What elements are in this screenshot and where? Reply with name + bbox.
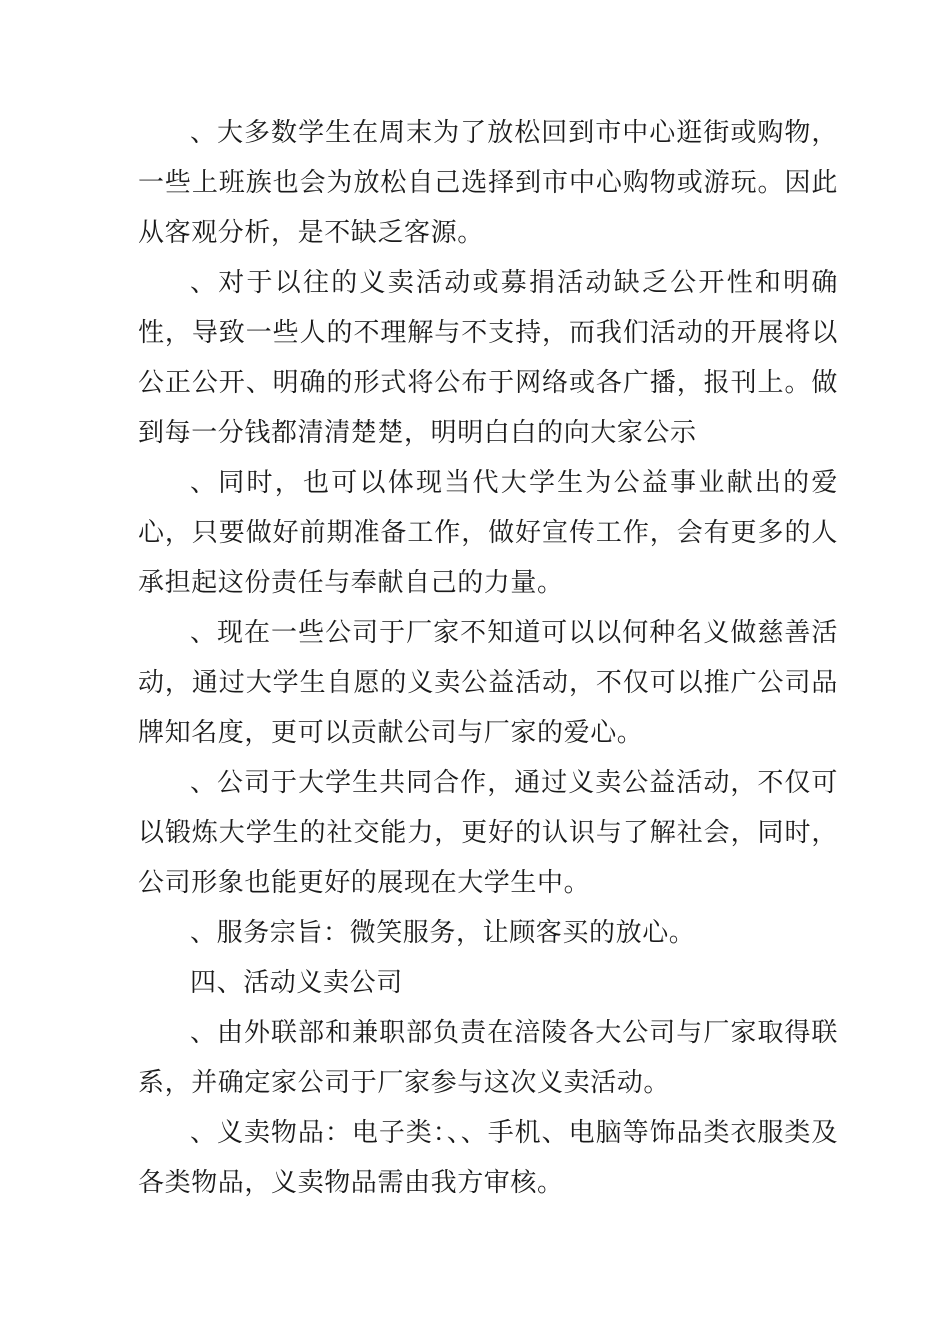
document-body	[138, 108, 838, 1208]
section-heading: 四、活动义卖公司	[190, 968, 403, 998]
paragraph-cooperation: 、公司于大学生共同合作，通过义卖公益活动，不仅可以锻炼大学生的社交能力，更好的认识与了解社会，同时，公司形象也能更好的展现在大学生中。	[138, 768, 838, 898]
paragraph-company-brand: 、现在一些公司于厂家不知道可以以何种名义做慈善活动，通过大学生自愿的义卖公益活动，不仅可以推广公司品牌知名度，更可以贡献公司与厂家的爱心。	[138, 618, 838, 748]
paragraph-contact-companies: 、由外联部和兼职部负责在涪陵各大公司与厂家取得联系，并确定家公司于厂家参与这次义卖活动。	[138, 1018, 838, 1098]
paragraph-service-tenet: 、服务宗旨：微笑服务，让顾客买的放心。	[190, 918, 696, 948]
paragraph-customer-source: 、大多数学生在周末为了放松回到市中心逛街或购物，一些上班族也会为放松自己选择到市中心购物或游玩。因此从客观分析，是不缺乏客源。	[138, 118, 838, 248]
paragraph-sale-items: 、义卖物品：电子类：、、手机、电脑等饰品类衣服类及各类物品，义卖物品需由我方审核。	[138, 1118, 838, 1198]
paragraph-transparency: 、对于以往的义卖活动或募捐活动缺乏公开性和明确性，导致一些人的不理解与不支持，而我们活动的开展将以公正公开、明确的形式将公布于网络或各广播，报刊上。做到每一分钱都清清楚楚，明明白白的向大家公示	[138, 268, 838, 448]
paragraph-student-charity: 、同时，也可以体现当代大学生为公益事业献出的爱心，只要做好前期准备工作，做好宣传工作，会有更多的人承担起这份责任与奉献自己的力量。	[138, 468, 838, 598]
